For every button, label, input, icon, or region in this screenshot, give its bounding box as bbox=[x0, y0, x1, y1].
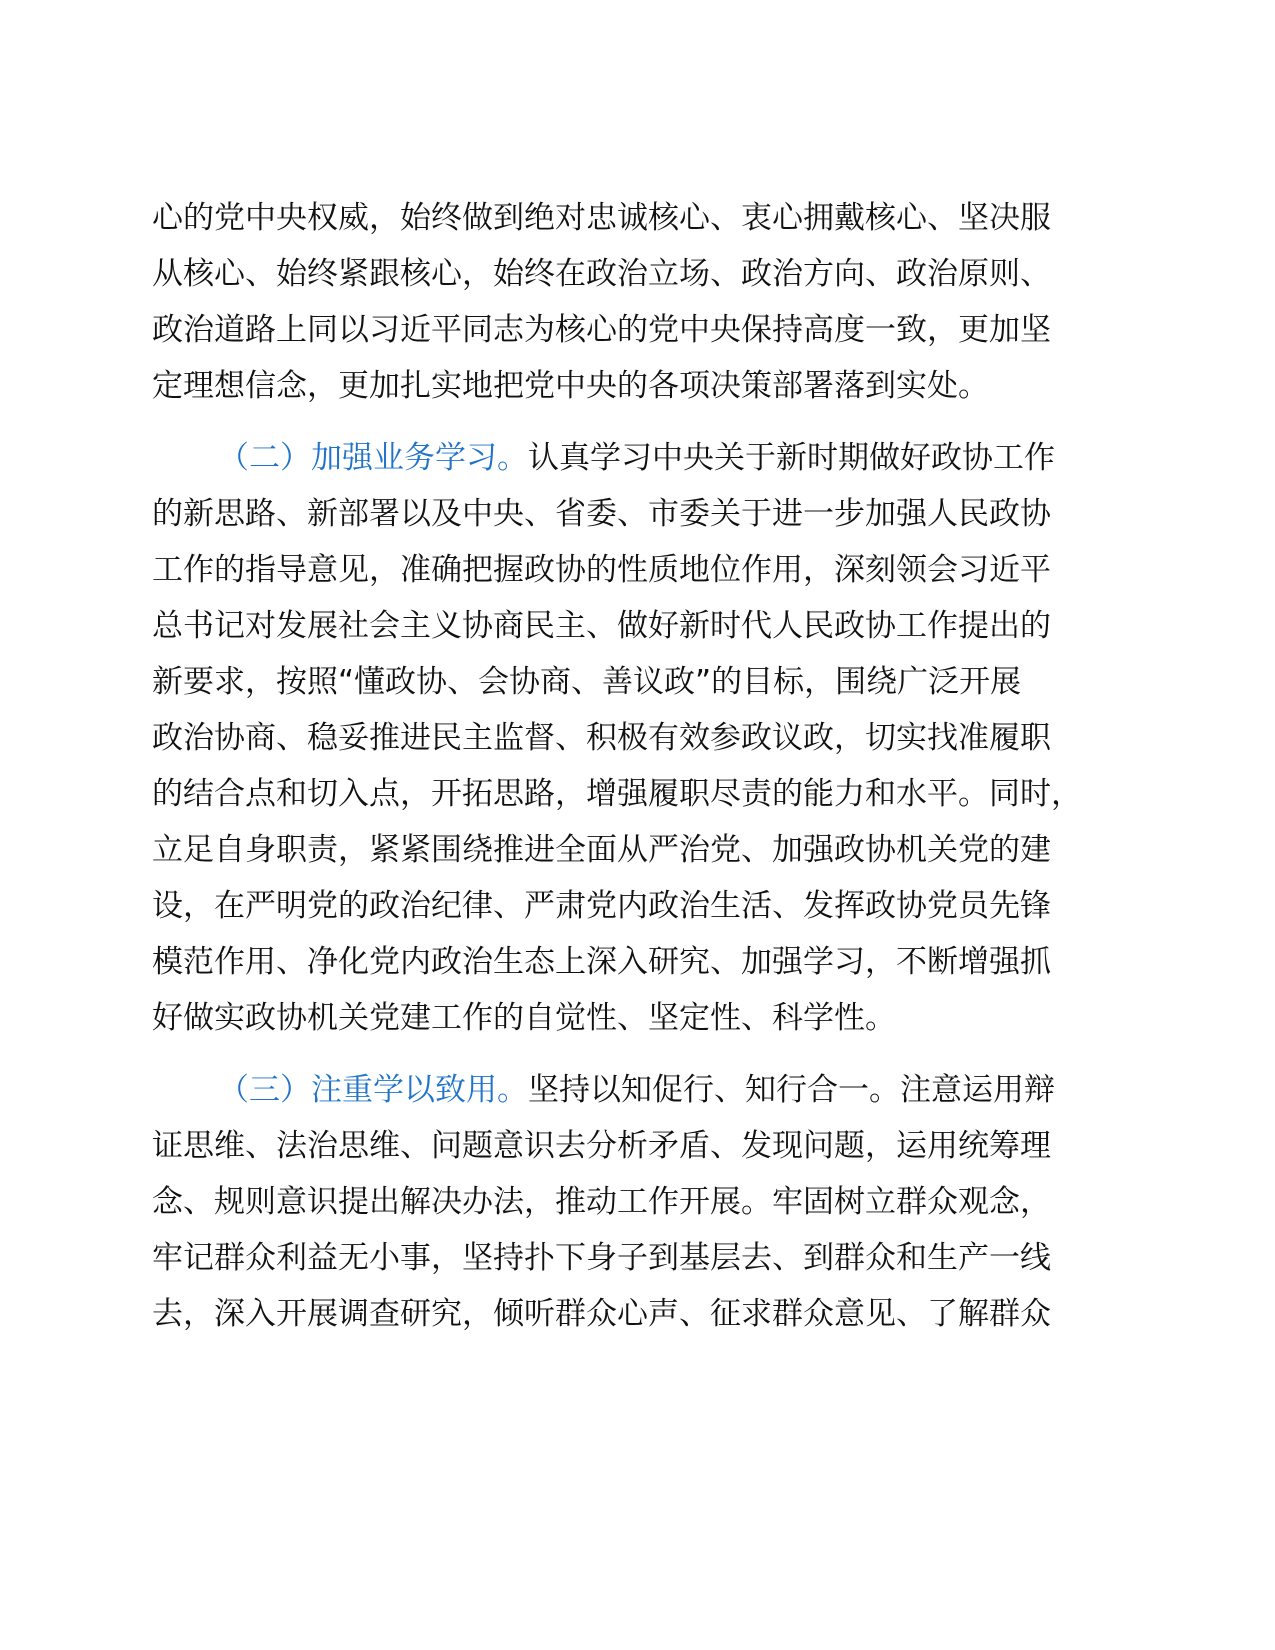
text-line: 设，在严明党的政治纪律、严肃党内政治生活、发挥政协党员先锋 bbox=[152, 888, 1051, 924]
text-line-first bbox=[152, 430, 1132, 486]
text-line: 认真学习中央关于新时期做好政协工作 bbox=[528, 440, 1055, 476]
text-line: 模范作用、净化党内政治生态上深入研究、加强学习，不断增强抓 bbox=[152, 944, 1051, 980]
text-line: 工作的指导意见，准确把握政协的性质地位作用，深刻领会习近平 bbox=[152, 552, 1051, 588]
paragraph-apply-learning bbox=[152, 1062, 1132, 1342]
text-line: 证思维、法治思维、问题意识去分析矛盾、发现问题，运用统筹理 bbox=[152, 1128, 1051, 1164]
text-line: 政治道路上同以习近平同志为核心的党中央保持高度一致，更加坚 bbox=[152, 312, 1051, 348]
text-line: 立足自身职责，紧紧围绕推进全面从严治党、加强政协机关党的建 bbox=[152, 832, 1051, 868]
text-line: 念、规则意识提出解决办法，推动工作开展。牢固树立群众观念， bbox=[152, 1184, 1051, 1220]
text-line: 的新思路、新部署以及中央、省委、市委关于进一步加强人民政协 bbox=[152, 496, 1051, 532]
text-line: 政治协商、稳妥推进民主监督、积极有效参政议政，切实找准履职 bbox=[152, 720, 1051, 756]
paragraph-continuation bbox=[152, 190, 1132, 414]
text-line: 总书记对发展社会主义协商民主、做好新时代人民政协工作提出的 bbox=[152, 608, 1051, 644]
text-line: 牢记群众利益无小事，坚持扑下身子到基层去、到群众和生产一线 bbox=[152, 1240, 1051, 1276]
text-line: 心的党中央权威，始终做到绝对忠诚核心、衷心拥戴核心、坚决服 bbox=[152, 200, 1051, 236]
section-heading: （二）加强业务学习。 bbox=[218, 440, 528, 476]
document-body bbox=[152, 190, 1132, 1342]
text-line: 新要求，按照“懂政协、会协商、善议政”的目标，围绕广泛开展 bbox=[152, 664, 1022, 700]
text-line: 的结合点和切入点，开拓思路，增强履职尽责的能力和水平。同时， bbox=[152, 776, 1082, 812]
text-line: 去，深入开展调查研究，倾听群众心声、征求群众意见、了解群众 bbox=[152, 1296, 1051, 1332]
section-heading: （三）注重学以致用。 bbox=[218, 1072, 528, 1108]
text-line: 从核心、始终紧跟核心，始终在政治立场、政治方向、政治原则、 bbox=[152, 256, 1051, 292]
text-line: 好做实政协机关党建工作的自觉性、坚定性、科学性。 bbox=[152, 1000, 896, 1036]
paragraph-business-study bbox=[152, 430, 1132, 1046]
text-line: 定理想信念，更加扎实地把党中央的各项决策部署落到实处。 bbox=[152, 368, 989, 404]
text-line-first bbox=[152, 1062, 1132, 1118]
text-line: 坚持以知促行、知行合一。注意运用辩 bbox=[528, 1072, 1055, 1108]
